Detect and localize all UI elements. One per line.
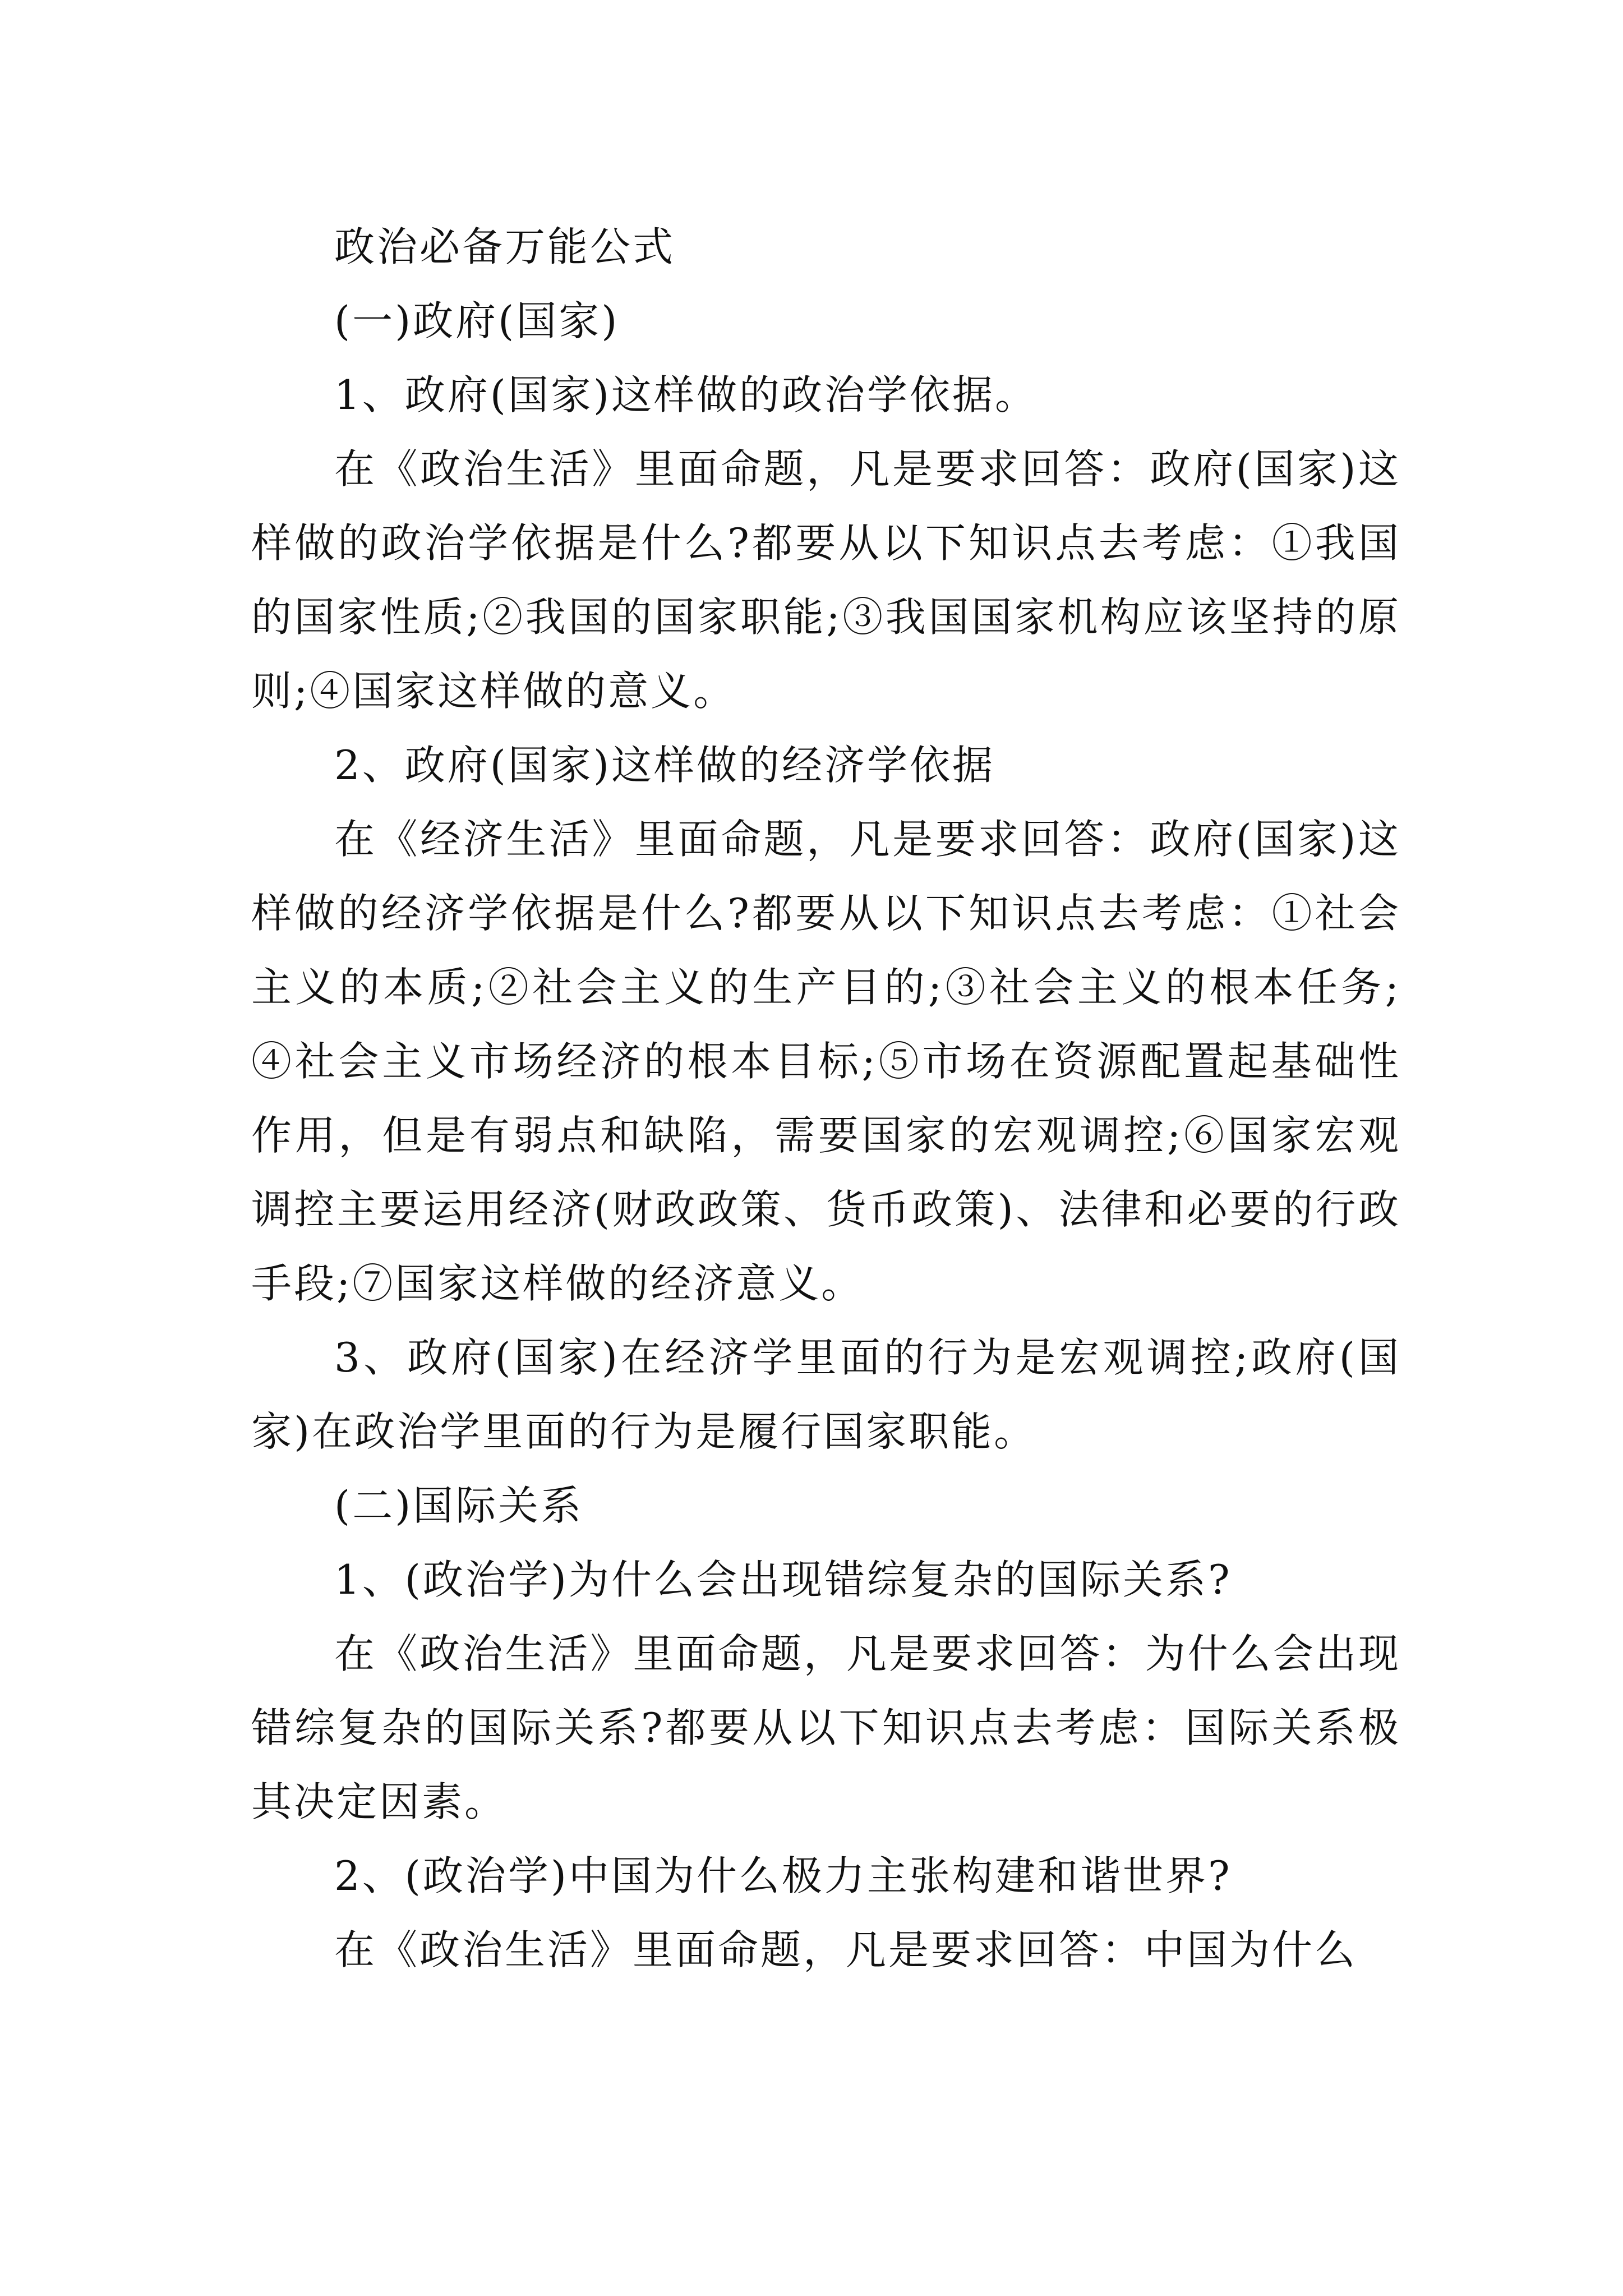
paragraph-government-behavior: 3、政府(国家)在经济学里面的行为是宏观调控;政府(国家)在政治学里面的行为是履行国家职能。 bbox=[251, 1334, 1401, 1455]
subheading-complex-relations: 1、(政治学)为什么会出现错综复杂的国际关系? bbox=[334, 1556, 1232, 1603]
subheading-economic-basis: 2、政府(国家)这样做的经济学依据 bbox=[334, 742, 995, 789]
section-heading-international-relations: (二)国际关系 bbox=[334, 1482, 584, 1529]
paragraph-harmonious-world: 在《政治生活》里面命题，凡是要求回答：中国为什么 bbox=[334, 1926, 1358, 1973]
subheading-harmonious-world: 2、(政治学)中国为什么极力主张构建和谐世界? bbox=[334, 1852, 1232, 1899]
paragraph-political-basis: 在《政治生活》里面命题，凡是要求回答：政府(国家)这样做的政治学依据是什么?都要从以下知识点去考虑：①我国的国家性质;②我国的国家职能;③我国国家机构应该坚持的原则;④国家这样做的意义。 bbox=[251, 445, 1401, 715]
subheading-political-basis: 1、政府(国家)这样做的政治学依据。 bbox=[334, 371, 1038, 418]
paragraph-economic-basis: 在《经济生活》里面命题，凡是要求回答：政府(国家)这样做的经济学依据是什么?都要从以下知识点去考虑：①社会主义的本质;②社会主义的生产目的;③社会主义的根本任务;④社会主义市场经济的根本目标;⑤市场在资源配置起基础性作用，但是有弱点和缺陷，需要国家的宏观调控;⑥国家宏观调控主要运用经济(财政政策、货币政策)、法律和必要的行政手段;⑦国家这样做的经济意义。 bbox=[251, 816, 1401, 1307]
document-title: 政治必备万能公式 bbox=[334, 223, 676, 270]
document-body bbox=[251, 210, 1401, 1987]
paragraph-complex-relations: 在《政治生活》里面命题，凡是要求回答：为什么会出现错综复杂的国际关系?都要从以下知识点去考虑：国际关系极其决定因素。 bbox=[251, 1630, 1401, 1825]
section-heading-government: (一)政府(国家) bbox=[334, 297, 620, 344]
